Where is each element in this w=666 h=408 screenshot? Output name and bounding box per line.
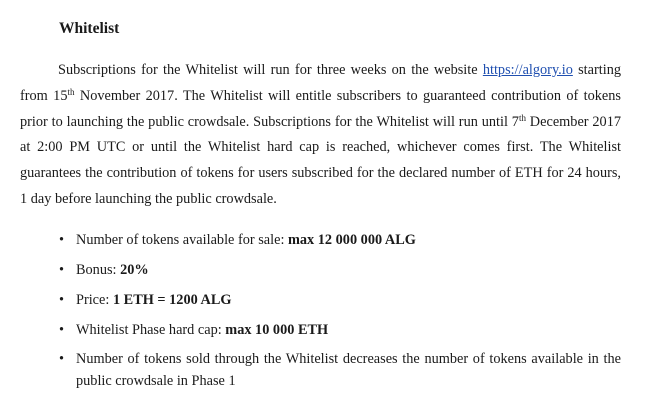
item-value: max 10 000 ETH — [225, 322, 329, 338]
paragraph-text: December 2017 at 2:00 PM UTC or until the Whitelist hard cap is reached, whichever comes first. The Whitelist guarantees the contribution of tokens for users subscribed for the declared number of ETH for 24 hours, 1 day before launching the public crowdsale. — [20, 113, 621, 207]
item-value: 20% — [120, 262, 149, 278]
bullet-icon: • — [59, 351, 65, 367]
whitelist-paragraph — [20, 58, 621, 213]
section-title: Whitelist — [59, 20, 120, 37]
bullet-icon: • — [59, 292, 65, 308]
list-item — [0, 229, 621, 259]
ordinal-suffix: th — [518, 112, 526, 123]
paragraph-text: Subscriptions for the Whitelist will run for three weeks on the website — [58, 62, 483, 78]
item-label: Whitelist Phase hard cap: — [76, 322, 226, 338]
item-label: Number of tokens available for sale: — [76, 232, 288, 248]
list-item — [0, 289, 621, 319]
list-item — [0, 259, 621, 289]
item-label: Bonus: — [76, 262, 121, 278]
item-value: max 12 000 000 ALG — [288, 232, 416, 248]
list-item — [0, 348, 621, 392]
whitelist-terms-list — [0, 229, 621, 392]
bullet-icon: • — [59, 262, 65, 278]
item-label: Number of tokens sold through the Whitelist decreases the number of tokens available in the public crowdsale in Phase 1 — [76, 351, 621, 389]
bullet-icon: • — [59, 232, 65, 248]
paragraph-text: starting from 15 — [20, 62, 621, 104]
item-label: Price: — [76, 292, 113, 308]
ordinal-suffix: th — [67, 86, 75, 97]
website-link[interactable]: https://algory.io — [482, 62, 573, 78]
item-value: 1 ETH = 1200 ALG — [112, 292, 232, 308]
bullet-icon: • — [59, 322, 65, 338]
paragraph-text: November 2017. The Whitelist will entitle subscribers to guaranteed contribution of tokens prior to launching the public crowdsale. Subscriptions for the Whitelist will run until 7 — [20, 87, 621, 130]
list-item — [0, 319, 621, 348]
